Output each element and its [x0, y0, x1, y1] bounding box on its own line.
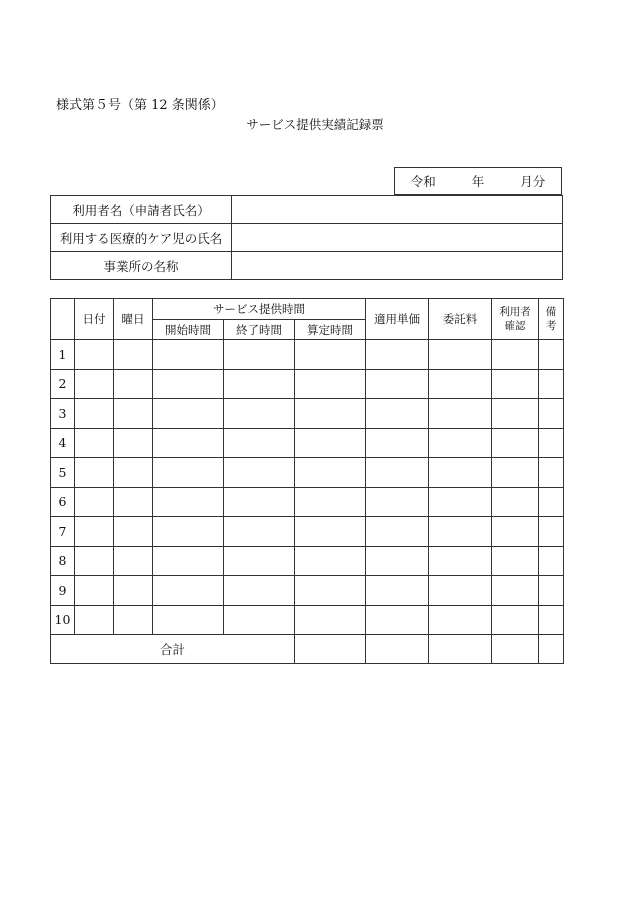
date-cell[interactable] — [75, 428, 114, 458]
weekday-cell[interactable] — [114, 605, 153, 635]
end-time-cell[interactable] — [224, 428, 295, 458]
calc-time-cell[interactable] — [295, 487, 366, 517]
date-cell[interactable] — [75, 369, 114, 399]
date-box — [394, 167, 562, 195]
service-record-table — [50, 298, 564, 664]
notes-cell[interactable] — [539, 487, 564, 517]
weekday-cell[interactable] — [114, 517, 153, 547]
calc-time-cell[interactable] — [295, 399, 366, 429]
row-number: 8 — [51, 546, 75, 576]
info-field-user-name[interactable] — [232, 196, 563, 224]
start-time-cell[interactable] — [153, 576, 224, 606]
total-confirm-cell[interactable] — [492, 635, 539, 664]
confirm-cell[interactable] — [492, 576, 539, 606]
start-time-cell[interactable] — [153, 487, 224, 517]
date-year: 年 — [471, 174, 485, 189]
weekday-cell[interactable] — [114, 458, 153, 488]
info-row-office-name — [51, 252, 563, 280]
total-row — [51, 635, 564, 664]
start-time-cell[interactable] — [153, 546, 224, 576]
start-time-cell[interactable] — [153, 369, 224, 399]
unit-price-cell[interactable] — [366, 428, 429, 458]
date-cell[interactable] — [75, 399, 114, 429]
notes-cell[interactable] — [539, 458, 564, 488]
unit-price-cell[interactable] — [366, 340, 429, 370]
header-date: 日付 — [75, 299, 114, 340]
end-time-cell[interactable] — [224, 399, 295, 429]
recipient-info-table — [50, 195, 563, 280]
start-time-cell[interactable] — [153, 399, 224, 429]
start-time-cell[interactable] — [153, 428, 224, 458]
header-row-number — [51, 299, 75, 340]
table-row — [51, 576, 564, 606]
info-row-child-name — [51, 224, 563, 252]
row-number: 4 — [51, 428, 75, 458]
unit-price-cell[interactable] — [366, 369, 429, 399]
end-time-cell[interactable] — [224, 340, 295, 370]
unit-price-cell[interactable] — [366, 605, 429, 635]
header-service-time: サービス提供時間 — [153, 299, 366, 320]
calc-time-cell[interactable] — [295, 517, 366, 547]
header-unit-price: 適用単価 — [366, 299, 429, 340]
unit-price-cell[interactable] — [366, 399, 429, 429]
weekday-cell[interactable] — [114, 428, 153, 458]
header-notes-line1: 備 — [545, 306, 557, 318]
info-field-office-name[interactable] — [232, 252, 563, 280]
notes-cell[interactable] — [539, 517, 564, 547]
document-title: サービス提供実績記録票 — [246, 117, 384, 132]
fee-cell[interactable] — [429, 399, 492, 429]
table-row — [51, 487, 564, 517]
table-row — [51, 340, 564, 370]
date-cell[interactable] — [75, 576, 114, 606]
unit-price-cell[interactable] — [366, 546, 429, 576]
end-time-cell[interactable] — [224, 487, 295, 517]
header-end-time: 終了時間 — [224, 320, 295, 340]
date-month: 月分 — [520, 174, 546, 189]
fee-cell[interactable] — [429, 428, 492, 458]
fee-cell[interactable] — [429, 340, 492, 370]
calc-time-cell[interactable] — [295, 546, 366, 576]
form-number-label: 様式第５号（第 12 条関係） — [56, 98, 224, 113]
confirm-cell[interactable] — [492, 605, 539, 635]
end-time-cell[interactable] — [224, 369, 295, 399]
confirm-cell[interactable] — [492, 458, 539, 488]
info-label-child-name: 利用する医療的ケア児の氏名 — [51, 224, 232, 252]
confirm-cell[interactable] — [492, 369, 539, 399]
total-notes-cell[interactable] — [539, 635, 564, 664]
calc-time-cell[interactable] — [295, 340, 366, 370]
notes-cell[interactable] — [539, 428, 564, 458]
weekday-cell[interactable] — [114, 399, 153, 429]
confirm-cell[interactable] — [492, 517, 539, 547]
notes-cell[interactable] — [539, 576, 564, 606]
row-number: 3 — [51, 399, 75, 429]
confirm-cell[interactable] — [492, 487, 539, 517]
end-time-cell[interactable] — [224, 605, 295, 635]
date-cell[interactable] — [75, 340, 114, 370]
notes-cell[interactable] — [539, 605, 564, 635]
weekday-cell[interactable] — [114, 369, 153, 399]
fee-cell[interactable] — [429, 576, 492, 606]
row-number: 5 — [51, 458, 75, 488]
table-row — [51, 458, 564, 488]
date-cell[interactable] — [75, 605, 114, 635]
total-label: 合計 — [51, 635, 295, 664]
calc-time-cell[interactable] — [295, 576, 366, 606]
unit-price-cell[interactable] — [366, 576, 429, 606]
weekday-cell[interactable] — [114, 340, 153, 370]
date-cell[interactable] — [75, 517, 114, 547]
info-field-child-name[interactable] — [232, 224, 563, 252]
header-notes — [539, 299, 564, 340]
table-row — [51, 517, 564, 547]
header-start-time: 開始時間 — [153, 320, 224, 340]
table-row — [51, 369, 564, 399]
notes-cell[interactable] — [539, 369, 564, 399]
total-fee-cell[interactable] — [429, 635, 492, 664]
header-user-confirm-line2: 確認 — [504, 320, 526, 332]
fee-cell[interactable] — [429, 458, 492, 488]
confirm-cell[interactable] — [492, 399, 539, 429]
header-weekday: 曜日 — [114, 299, 153, 340]
unit-price-cell[interactable] — [366, 458, 429, 488]
weekday-cell[interactable] — [114, 546, 153, 576]
info-label-office-name: 事業所の名称 — [51, 252, 232, 280]
calc-time-cell[interactable] — [295, 369, 366, 399]
header-fee: 委託料 — [429, 299, 492, 340]
calc-time-cell[interactable] — [295, 428, 366, 458]
confirm-cell[interactable] — [492, 340, 539, 370]
end-time-cell[interactable] — [224, 458, 295, 488]
table-row — [51, 605, 564, 635]
row-number: 1 — [51, 340, 75, 370]
start-time-cell[interactable] — [153, 517, 224, 547]
notes-cell[interactable] — [539, 546, 564, 576]
total-unit-price-cell[interactable] — [366, 635, 429, 664]
confirm-cell[interactable] — [492, 428, 539, 458]
fee-cell[interactable] — [429, 605, 492, 635]
row-number: 10 — [51, 605, 75, 635]
start-time-cell[interactable] — [153, 458, 224, 488]
fee-cell[interactable] — [429, 546, 492, 576]
table-row — [51, 546, 564, 576]
start-time-cell[interactable] — [153, 605, 224, 635]
date-cell[interactable] — [75, 458, 114, 488]
end-time-cell[interactable] — [224, 546, 295, 576]
row-number: 6 — [51, 487, 75, 517]
calc-time-cell[interactable] — [295, 458, 366, 488]
confirm-cell[interactable] — [492, 546, 539, 576]
total-calc-time-cell[interactable] — [295, 635, 366, 664]
fee-cell[interactable] — [429, 487, 492, 517]
header-notes-line2: 考 — [545, 320, 557, 332]
end-time-cell[interactable] — [224, 576, 295, 606]
fee-cell[interactable] — [429, 517, 492, 547]
unit-price-cell[interactable] — [366, 487, 429, 517]
weekday-cell[interactable] — [114, 487, 153, 517]
table-row — [51, 399, 564, 429]
table-row — [51, 428, 564, 458]
date-cell[interactable] — [75, 487, 114, 517]
weekday-cell[interactable] — [114, 576, 153, 606]
info-row-user-name — [51, 196, 563, 224]
notes-cell[interactable] — [539, 340, 564, 370]
header-calc-time: 算定時間 — [295, 320, 366, 340]
start-time-cell[interactable] — [153, 340, 224, 370]
end-time-cell[interactable] — [224, 517, 295, 547]
calc-time-cell[interactable] — [295, 605, 366, 635]
row-number: 7 — [51, 517, 75, 547]
notes-cell[interactable] — [539, 399, 564, 429]
header-user-confirm-line1: 利用者 — [499, 306, 531, 318]
unit-price-cell[interactable] — [366, 517, 429, 547]
date-cell[interactable] — [75, 546, 114, 576]
date-era: 令和 — [410, 174, 436, 189]
fee-cell[interactable] — [429, 369, 492, 399]
header-user-confirm — [492, 299, 539, 340]
row-number: 2 — [51, 369, 75, 399]
row-number: 9 — [51, 576, 75, 606]
info-label-user-name: 利用者名（申請者氏名） — [51, 196, 232, 224]
